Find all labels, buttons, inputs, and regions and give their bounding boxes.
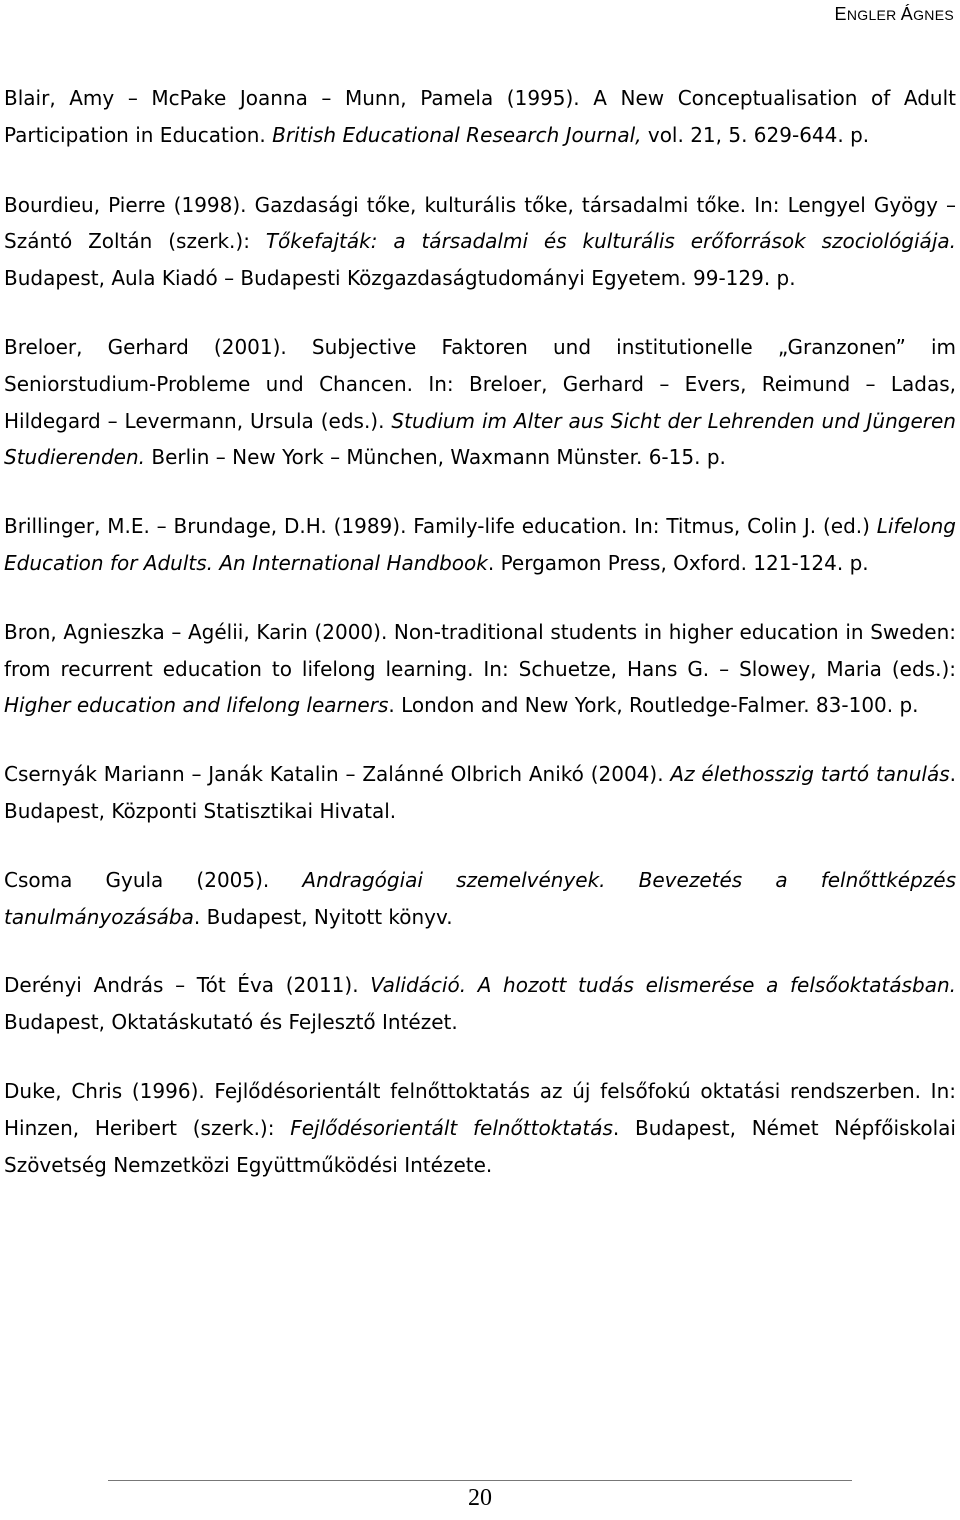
- reference-text: Csoma Gyula (2005).: [4, 867, 303, 892]
- reference-book-title: Andragógiai szemelvények. Bevezetés a felnőttképzés tanulmányozásába: [4, 867, 956, 929]
- page-number: 20: [468, 1485, 492, 1511]
- header-rest-2: GNES: [913, 7, 954, 23]
- reference-text: Duke, Chris (1996). Fejlődésorientált felnőttoktatás az új felsőfokú oktatási rendszerben. In: Hinzen, Heribert (szerk.):: [4, 1078, 956, 1140]
- header-rest-1: NGLER: [846, 7, 901, 23]
- reference-text: Blair, Amy – McPake Joanna – Munn, Pamela (1995). A New Conceptualisation of Adult Participation in Education.: [4, 86, 956, 147]
- reference-text: Bron, Agnieszka – Agélii, Karin (2000). Non-traditional students in higher education in Sweden: from recurrent education to lifelong learning. In: Schuetze, Hans G. – Slowey, Maria (eds.):: [4, 619, 956, 681]
- reference-derenyi: [4, 967, 956, 1041]
- reference-book-title: Fejlődésorientált felnőttoktatás: [290, 1115, 613, 1140]
- header-initial-2: Á: [900, 4, 914, 24]
- reference-text: Bourdieu, Pierre (1998). Gazdasági tőke, kulturális tőke, társadalmi tőke. In: Lengyel Gyögy – Szántó Zoltán (szerk.):: [4, 192, 956, 254]
- reference-text: Brillinger, M.E. – Brundage, D.H. (1989). Family-life education. In: Titmus, Colin J. (ed.): [4, 514, 877, 539]
- reference-publisher: Budapest, Aula Kiadó – Budapesti Közgazdaságtudományi Egyetem. 99-129. p.: [4, 266, 796, 291]
- reference-publisher: . Budapest, Nyitott könyv.: [193, 904, 453, 929]
- reference-csernyak: [4, 756, 956, 830]
- reference-pages: vol. 21, 5. 629-644. p.: [641, 122, 870, 147]
- reference-text: Csernyák Mariann – Janák Katalin – Zalánné Olbrich Anikó (2004).: [4, 762, 671, 787]
- reference-book-title: Higher education and lifelong learners: [4, 693, 389, 718]
- reference-publisher: . Budapest, Központi Statisztikai Hivatal.: [4, 762, 956, 823]
- footer-rule: [108, 1480, 852, 1481]
- reference-bron: [4, 614, 956, 724]
- reference-book-title: Lifelong Education for Adults. An International Handbook: [4, 514, 956, 575]
- reference-text: Breloer, Gerhard (2001). Subjective Faktoren und institutionelle „Granzonen” im Seniorstudium-Probleme und Chancen. In: Breloer, Gerhard – Evers, Reimund – Ladas, Hildegard – Levermann, Ursula (eds.).: [4, 334, 956, 433]
- reference-journal: British Educational Research Journal,: [272, 122, 642, 147]
- reference-book-title: Validáció. A hozott tudás elismerése a felsőoktatásban.: [370, 973, 956, 998]
- running-header: [835, 4, 954, 25]
- reference-publisher: Berlin – New York – München, Waxmann Münster. 6-15. p.: [145, 445, 726, 470]
- reference-brillinger: [4, 508, 956, 582]
- reference-breloer: [4, 329, 956, 476]
- reference-list: [4, 80, 956, 1215]
- reference-publisher: . Budapest, Német Népfőiskolai Szövetség Nemzetközi Együttműködési Intézete.: [4, 1115, 956, 1177]
- reference-publisher: Budapest, Oktatáskutató és Fejlesztő Intézet.: [4, 1010, 458, 1035]
- reference-blair: [4, 80, 956, 154]
- reference-book-title: Az élethosszig tartó tanulás: [670, 762, 950, 787]
- reference-publisher: . Pergamon Press, Oxford. 121-124. p.: [487, 550, 869, 575]
- reference-duke: [4, 1073, 956, 1183]
- reference-text: Derényi András – Tót Éva (2011).: [4, 973, 371, 998]
- header-initial-1: E: [834, 4, 847, 24]
- reference-book-title: Tőkefajták: a társadalmi és kulturális erőforrások szociológiája.: [265, 229, 956, 254]
- reference-bourdieu: [4, 187, 956, 297]
- reference-publisher: . London and New York, Routledge-Falmer. 83-100. p.: [388, 693, 919, 718]
- reference-csoma: [4, 862, 956, 936]
- reference-book-title: Studium im Alter aus Sicht der Lehrenden und Jüngeren Studierenden.: [4, 408, 956, 470]
